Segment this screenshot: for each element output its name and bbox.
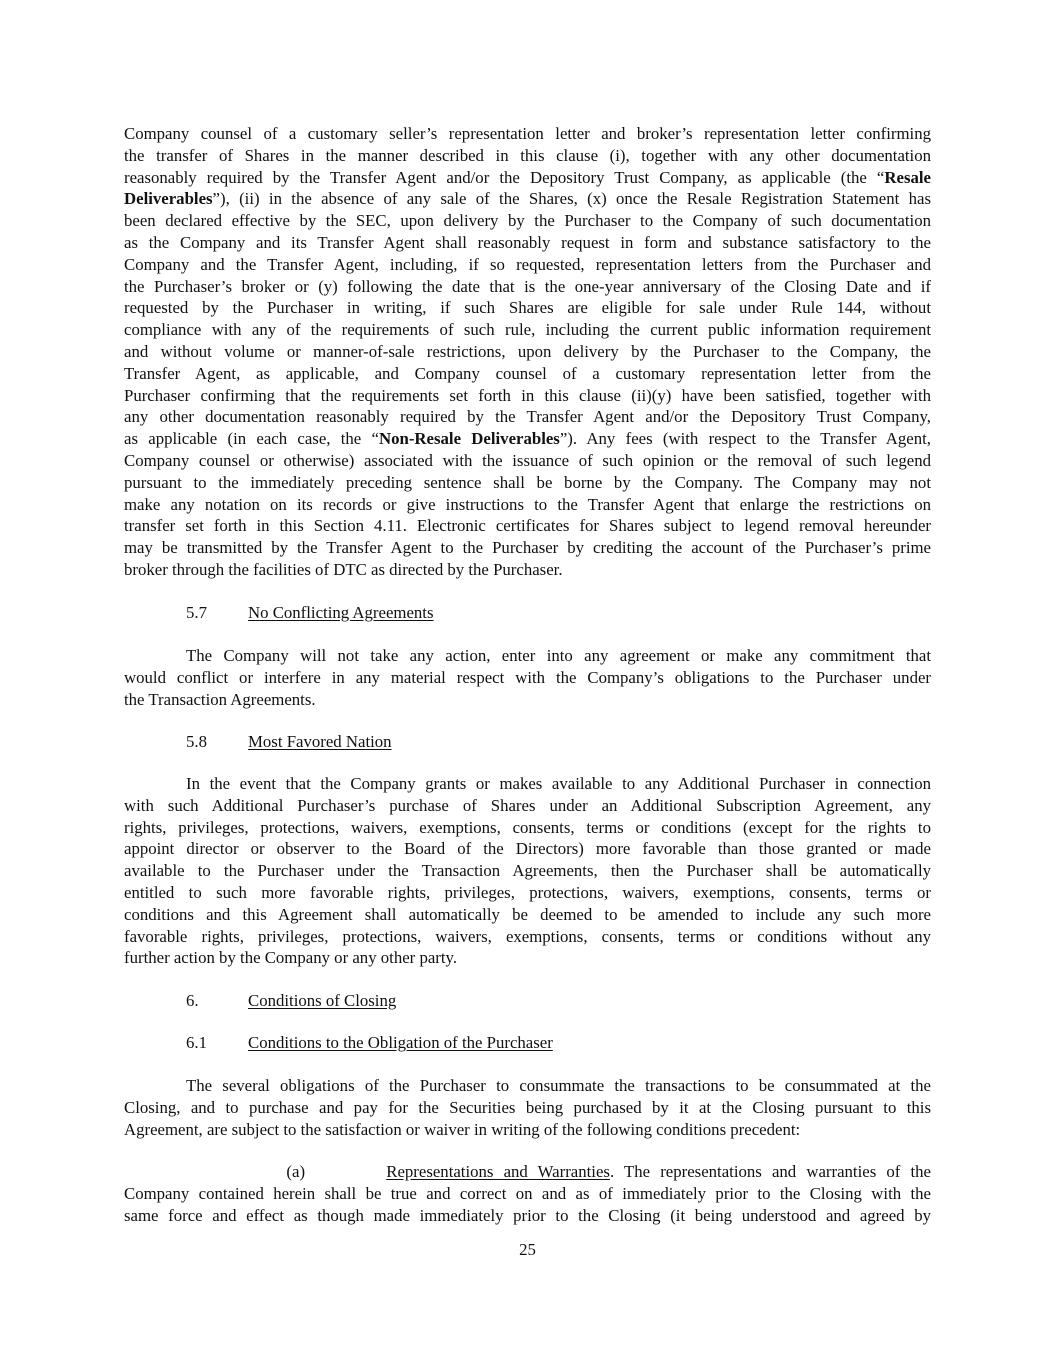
section-number: 6. (186, 991, 199, 1010)
text-segment: In the event that the Company grants or makes available to any Additional Purchaser in connection (186, 774, 931, 793)
text-segment: as the Company and its Transfer Agent shall reasonably request in form and substance satisfactory to the (124, 232, 931, 252)
text-segment: (a) (124, 1162, 387, 1181)
text-segment: and without volume or manner-of-sale restrictions, upon delivery by the Purchaser to the Company, the (124, 341, 931, 361)
text-line (124, 232, 931, 254)
section-title: Most Favored Nation (248, 732, 392, 751)
text-segment: any other documentation reasonably required by the Transfer Agent and/or the Depository Trust Company, (124, 407, 931, 427)
para-no-conflicting (124, 645, 931, 710)
text-line (124, 559, 931, 581)
text-line (124, 1075, 931, 1097)
text-segment: Agreement, are subject to the satisfaction or waiver in writing of the following conditions precedent: (124, 1119, 801, 1139)
text-segment: entitled to such more favorable rights, privileges, protections, waivers, exemptions, consents, terms or (124, 882, 931, 902)
text-segment: would conflict or interfere in any material respect with the Company’s obligations to the Purchaser under (124, 667, 931, 687)
section-title: No Conflicting Agreements (248, 603, 434, 622)
text-line (124, 689, 931, 711)
text-line (124, 773, 931, 795)
text-segment: Company counsel of a customary seller’s representation letter and broker’s representation letter confirming (124, 124, 931, 143)
text-line (124, 406, 931, 428)
text-segment: . The representations and warranties of the (609, 1162, 932, 1181)
subsection-title: Representations and Warranties (386, 1162, 610, 1181)
text-segment: same force and effect as though made immediately prior to the Closing (it being understood and agreed by (124, 1205, 931, 1225)
text-segment: compliance with any of the requirements of such rule, including the current public information requirement (124, 320, 931, 340)
text-line (124, 947, 931, 969)
text-segment: transfer set forth in this Section 4.11. Electronic certificates for Shares subject to legend removal hereunder (124, 516, 931, 536)
section-title: Conditions to the Obligation of the Purchaser (248, 1033, 553, 1052)
text-line (124, 882, 931, 904)
text-line (124, 363, 931, 385)
section-number: 5.7 (186, 603, 207, 622)
text-segment: Company counsel or otherwise) associated with the issuance of such opinion or the removal of such legend (124, 450, 931, 470)
text-segment: rights, privileges, protections, waivers, exemptions, consents, terms or conditions (except for the rights to (124, 817, 931, 837)
text-line (124, 860, 931, 882)
text-line (124, 494, 931, 516)
text-line (124, 926, 931, 948)
text-segment: appoint director or observer to the Board of the Directors) more favorable than those granted or made (124, 839, 931, 859)
text-segment: pursuant to the immediately preceding sentence shall be borne by the Company. The Company may not (124, 472, 931, 492)
text-line (124, 145, 931, 167)
text-segment: Company and the Transfer Agent, including, if so requested, representation letters from the Purchaser and (124, 254, 931, 274)
text-line (124, 817, 931, 839)
text-line (124, 795, 931, 817)
para-most-favored-nation (124, 773, 931, 969)
text-line (124, 385, 931, 407)
section-title: Conditions of Closing (248, 991, 397, 1010)
text-line (124, 341, 931, 363)
text-segment: The Company will not take any action, enter into any agreement or make any commitment that (186, 646, 931, 665)
text-segment: favorable rights, privileges, protections, waivers, exemptions, consents, terms or conditions without any (124, 926, 931, 946)
defined-term: Deliverables (124, 189, 213, 209)
text-line (124, 254, 931, 276)
text-segment: further action by the Company or any other party. (124, 948, 458, 968)
text-line (124, 167, 931, 189)
text-segment: conditions and this Agreement shall automatically be deemed to be amended to include any such more (124, 904, 931, 924)
text-line (124, 667, 931, 689)
text-line (124, 1119, 931, 1141)
text-line (124, 428, 931, 450)
text-segment: make any notation on its records or give instructions to the Transfer Agent that enlarge the restrictions on (124, 494, 931, 514)
text-line (124, 472, 931, 494)
text-segment: available to the Purchaser under the Transaction Agreements, then the Purchaser shall be automatically (124, 861, 931, 881)
text-segment: as applicable (in each case, the “ (124, 429, 379, 449)
text-line (124, 1205, 931, 1227)
text-line (124, 1183, 931, 1205)
text-segment: reasonably required by the Transfer Agent and/or the Depository Trust Company, as applicable (the “ (124, 167, 885, 187)
text-line (124, 319, 931, 341)
defined-term: Resale (884, 167, 931, 187)
text-segment: the Purchaser’s broker or (y) following the date that is the one-year anniversary of the Closing Date and if (124, 276, 931, 296)
text-segment: ”). Any fees (with respect to the Transfer Agent, (559, 429, 931, 449)
text-segment: The several obligations of the Purchaser to consummate the transactions to be consummated at the (186, 1076, 931, 1095)
section-number: 5.8 (186, 732, 207, 751)
text-segment: been declared effective by the SEC, upon delivery by the Purchaser to the Company of such documentation (124, 211, 931, 231)
text-segment: Transfer Agent, as applicable, and Company counsel of a customary representation letter from the (124, 363, 931, 383)
page-number: 25 (519, 1240, 536, 1259)
para-obligations (124, 1075, 931, 1140)
para-resale-deliverables (124, 123, 931, 581)
text-line (124, 904, 931, 926)
text-segment: may be transmitted by the Transfer Agent to the Purchaser by crediting the account of the Purchaser’s prime (124, 538, 931, 558)
text-segment: with such Additional Purchaser’s purchase of Shares under an Additional Subscription Agreement, any (124, 795, 931, 815)
text-segment: the transfer of Shares in the manner described in this clause (i), together with any other documentation (124, 145, 931, 165)
text-segment: Closing, and to purchase and pay for the Securities being purchased by it at the Closing pursuant to this (124, 1097, 931, 1117)
defined-term: Non-Resale Deliverables (378, 429, 560, 449)
text-segment: requested by the Purchaser in writing, if such Shares are eligible for sale under Rule 144, without (124, 298, 931, 318)
text-line (124, 123, 931, 145)
text-segment: ”), (ii) in the absence of any sale of the Shares, (x) once the Resale Registration Statement has (212, 189, 931, 209)
text-line (124, 1161, 931, 1183)
text-line (124, 188, 931, 210)
section-number: 6.1 (186, 1033, 207, 1052)
text-segment: broker through the facilities of DTC as directed by the Purchaser. (124, 559, 563, 579)
text-segment: Company contained herein shall be true and correct on and as of immediately prior to the Closing with the (124, 1183, 931, 1203)
text-segment: Purchaser confirming that the requirements set forth in this clause (ii)(y) have been satisfied, together with (124, 385, 931, 405)
text-segment: the Transaction Agreements. (124, 689, 316, 709)
text-line (124, 645, 931, 667)
text-line (124, 297, 931, 319)
text-line (124, 1097, 931, 1119)
text-line (124, 276, 931, 298)
text-line (124, 537, 931, 559)
text-line (124, 210, 931, 232)
para-representations (124, 1161, 931, 1226)
text-line (124, 450, 931, 472)
text-line (124, 515, 931, 537)
text-line (124, 838, 931, 860)
